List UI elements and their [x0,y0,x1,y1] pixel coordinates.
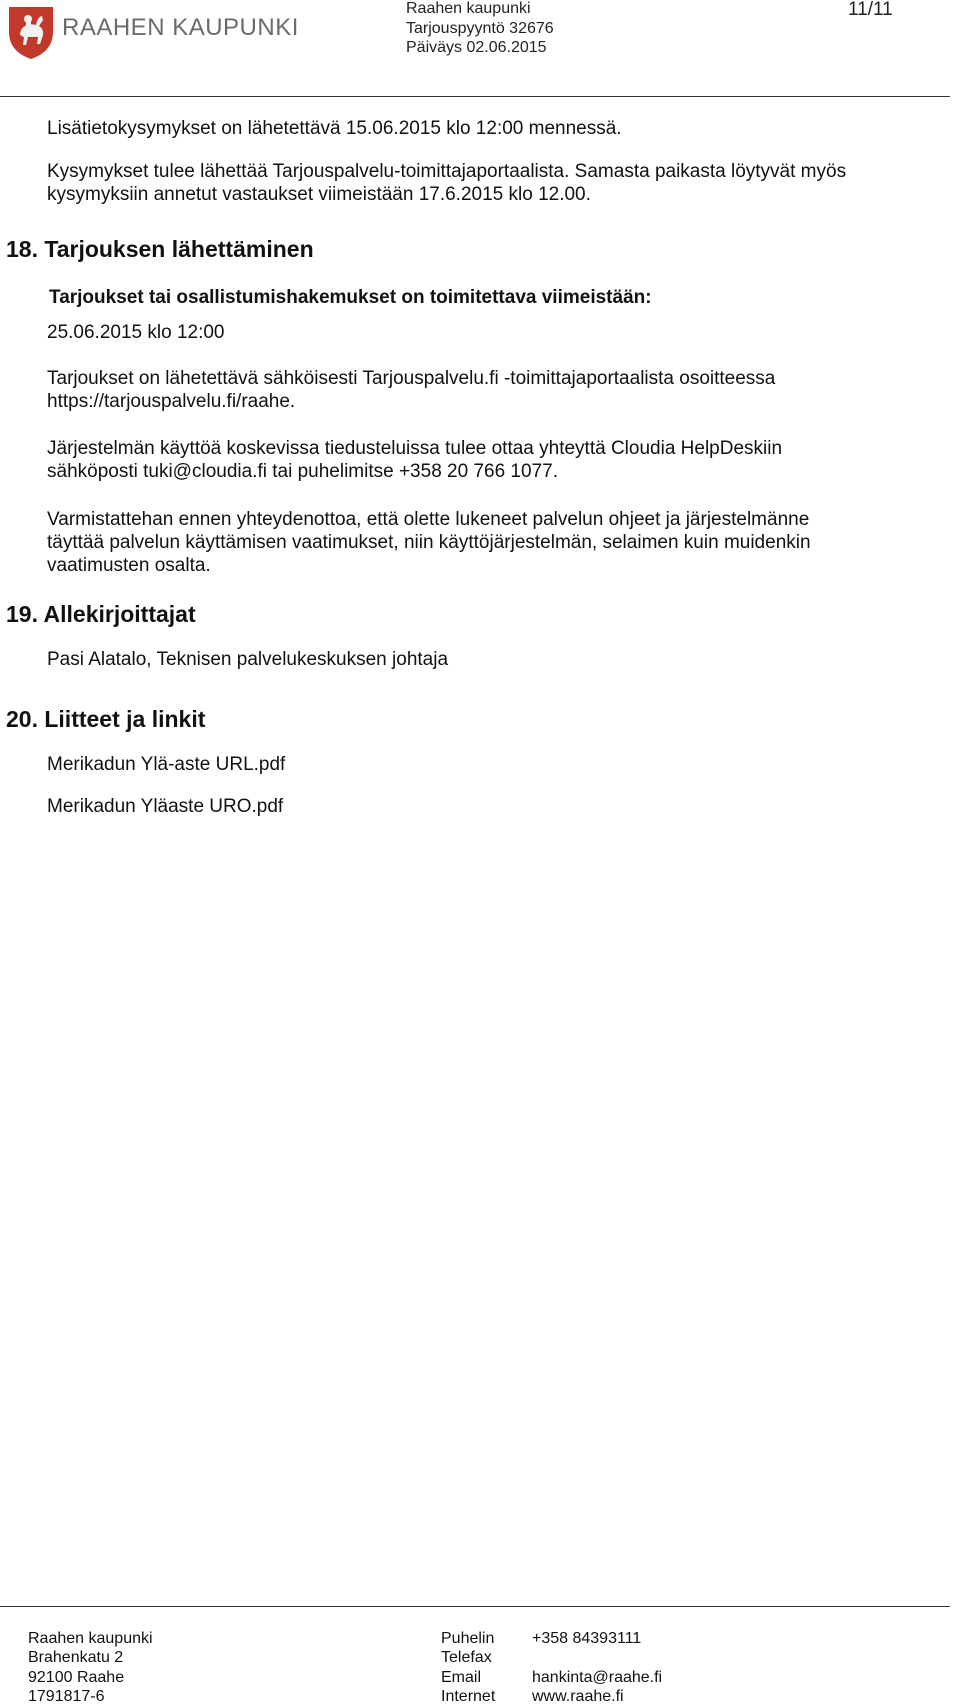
section-18-subheading: Tarjoukset tai osallistumishakemukset on toimitettava viimeistään: [49,287,652,308]
requirements-paragraph-line-2: täyttää palvelun käyttämisen vaatimukset, niin käyttöjärjestelmän, selaimen kuin muidenkin [47,532,811,553]
footer-email-label: Email [441,1668,482,1686]
header-org: Raahen kaupunki [406,0,531,17]
submission-deadline: 25.06.2015 klo 12:00 [47,322,225,343]
header-divider [0,96,950,97]
footer-contact-labels [441,1629,495,1706]
footer-address [28,1629,153,1706]
section-19-heading: 19. Allekirjoittajat [6,601,196,627]
attachment-link-2[interactable]: Merikadun Yläaste URO.pdf [47,796,284,817]
logo-text: RAAHEN KAUPUNKI [62,14,299,41]
section-20-heading: 20. Liitteet ja linkit [6,706,206,732]
footer-divider [0,1606,950,1607]
footer-website[interactable]: www.raahe.fi [532,1687,624,1705]
submission-portal-link[interactable]: https://tarjouspalvelu.fi/raahe. [47,391,296,412]
footer-contact-values [532,1629,662,1706]
requirements-paragraph-line-3: vaatimusten osalta. [47,555,211,576]
header-request-number: Tarjouspyyntö 32676 [406,19,554,37]
submission-paragraph-line-1: Tarjoukset on lähetettävä sähköisesti Tarjouspalvelu.fi -toimittajaportaalista osoitteessa [47,368,776,389]
attachment-link-1[interactable]: Merikadun Ylä-aste URL.pdf [47,754,286,775]
footer-org: Raahen kaupunki [28,1630,153,1647]
footer-email[interactable]: hankinta@raahe.fi [532,1668,663,1686]
signer-name: Pasi Alatalo, Teknisen palvelukeskuksen johtaja [47,649,449,670]
footer-phone: +358 84393111 [532,1630,642,1647]
footer-internet-label: Internet [441,1687,496,1705]
footer-phone-label: Puhelin [441,1630,495,1647]
questions-paragraph-line-2: kysymyksiin annetut vastaukset viimeistään 17.6.2015 klo 12.00. [47,184,591,205]
requirements-paragraph-line-1: Varmistattehan ennen yhteydenottoa, että olette lukeneet palvelun ohjeet ja järjestelmänne [47,509,810,530]
footer-fax-label: Telefax [441,1649,492,1667]
footer-street: Brahenkatu 2 [28,1649,124,1667]
coat-of-arms-icon [6,4,56,60]
footer-business-id: 1791817-6 [28,1687,105,1705]
header-date: Päiväys 02.06.2015 [406,39,547,56]
footer-fax [532,1648,662,1667]
questions-paragraph-line-1: Kysymykset tulee lähettää Tarjouspalvelu-toimittajaportaalista. Samasta paikasta löytyvät myös [47,161,847,182]
helpdesk-paragraph-line-1: Järjestelmän käyttöä koskevissa tiedusteluissa tulee ottaa yhteyttä Cloudia HelpDeskiin [47,438,783,459]
page-number: 11/11 [848,0,893,20]
question-deadline-text: Lisätietokysymykset on lähetettävä 15.06.2015 klo 12:00 mennessä. [47,118,622,139]
document-header-info [406,0,554,58]
section-18-heading: 18. Tarjouksen lähettäminen [6,236,314,262]
helpdesk-paragraph-line-2: sähköposti tuki@cloudia.fi tai puhelimitse +358 20 766 1077. [47,461,558,482]
footer-postal: 92100 Raahe [28,1668,125,1686]
